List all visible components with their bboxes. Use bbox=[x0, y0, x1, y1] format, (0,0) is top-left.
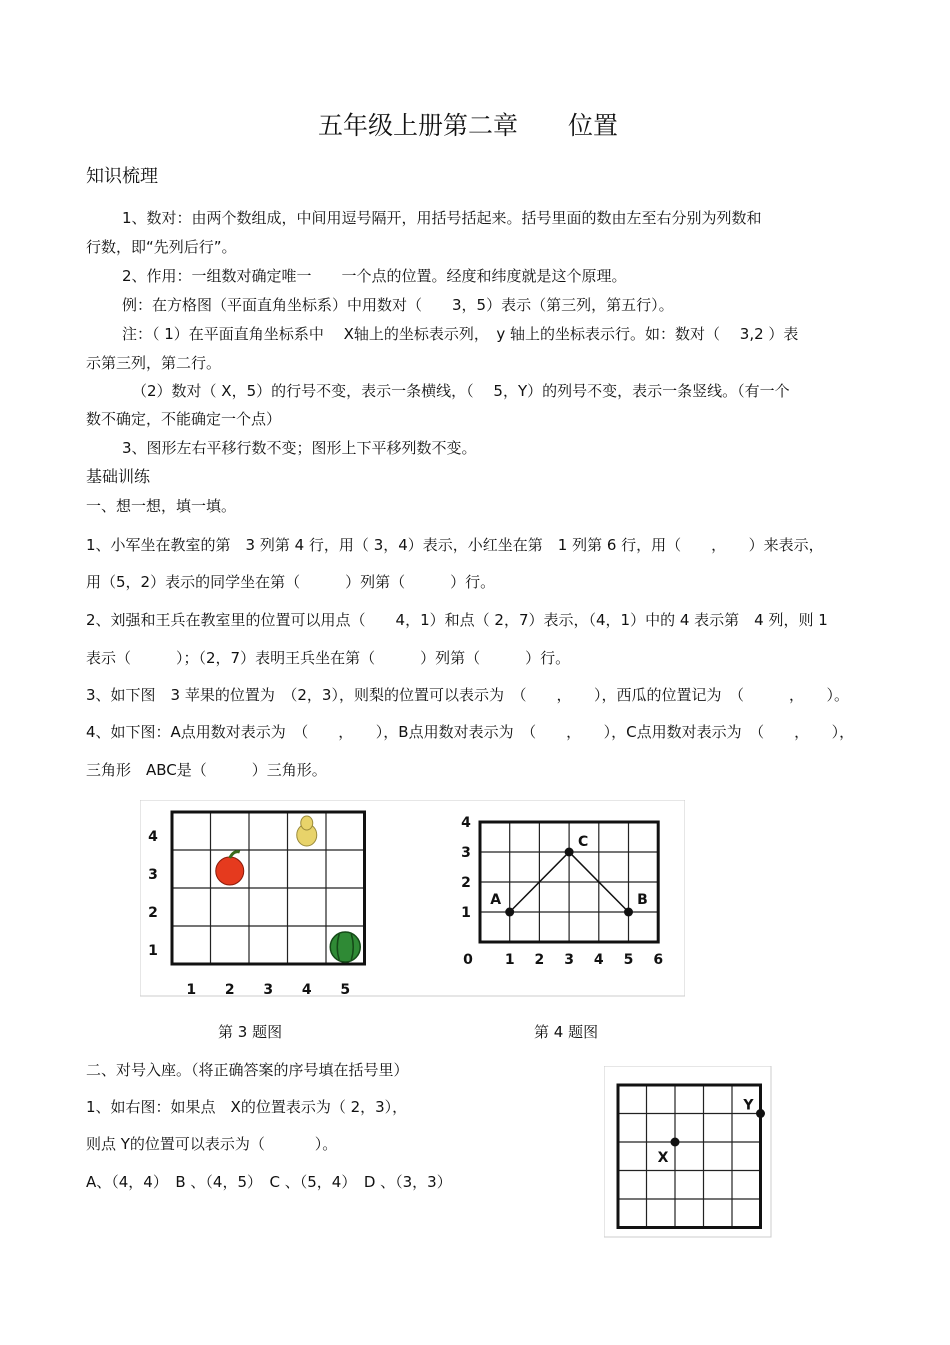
knowledge-note2-line2: 数不确定，不能确定一个点） bbox=[86, 410, 282, 428]
figure-5-border bbox=[604, 1066, 771, 1237]
knowledge-note-line1: 注：（ 1）在平面直角坐标系中 X轴上的坐标表示列， y 轴上的坐标表示行。如：数对（ 3,2 ）表 bbox=[122, 325, 799, 343]
fig4-y-tick-label: 2 bbox=[461, 875, 471, 891]
part2-question-1-options: A、（4，4） B 、（4，5） C 、（5，4） D 、（3，3） bbox=[86, 1173, 452, 1191]
point-b-label: B bbox=[637, 892, 648, 908]
fig3-y-tick-label: 1 bbox=[148, 943, 158, 959]
question-4-line2: 三角形 ABC是（ ）三角形。 bbox=[86, 761, 327, 779]
knowledge-example: 例：在方格图（平面直角坐标系）中用数对（ 3，5）表示（第三列，第五行）。 bbox=[122, 296, 674, 314]
figure-3-fruit-grid bbox=[140, 800, 685, 998]
point-a-marker bbox=[505, 908, 514, 917]
knowledge-item-2: 2、作用：一组数对确定唯一 一个点的位置。经度和纬度就是这个原理。 bbox=[122, 267, 627, 285]
part2-heading: 二、对号入座。（将正确答案的序号填在括号里） bbox=[86, 1061, 409, 1079]
point-c-marker bbox=[565, 848, 574, 857]
part2-question-1-line1: 1、如右图：如果点 X的位置表示为（ 2，3）， bbox=[86, 1098, 408, 1116]
point-a-label: A bbox=[490, 892, 502, 908]
figure-5-xy-grid bbox=[604, 1066, 772, 1238]
page-title: 五年级上册第二章 位置 bbox=[318, 111, 619, 140]
question-1-line1: 1、小军坐在教室的第 3 列第 4 行，用（ 3，4）表示，小红坐在第 1 列第 6 行，用（ ， ）来表示， bbox=[86, 536, 824, 554]
pear-top-icon bbox=[301, 816, 313, 830]
question-2-line1: 2、刘强和王兵在教室里的位置可以用点（ 4，1）和点（ 2，7）表示，（4，1）中的 4 表示第 4 列，则 1 bbox=[86, 611, 828, 629]
fig4-y-tick-label: 1 bbox=[461, 905, 471, 921]
apple-icon bbox=[216, 857, 244, 885]
fig3-x-tick-label: 4 bbox=[301, 982, 312, 998]
point-x-marker bbox=[671, 1138, 680, 1147]
knowledge-note2-line1: （2）数对（ X，5）的行号不变，表示一条横线，（ 5，Y）的列号不变，表示一条竖线。（有一个 bbox=[132, 382, 790, 400]
point-x-label: X bbox=[657, 1150, 669, 1166]
fig4-y-tick-label: 3 bbox=[461, 845, 471, 861]
apple-leaf-icon bbox=[230, 852, 240, 858]
fig4-x-tick-label: 5 bbox=[623, 952, 634, 968]
fig3-x-tick-label: 5 bbox=[340, 982, 351, 998]
point-c-label: C bbox=[577, 834, 589, 850]
fig3-x-tick-label: 2 bbox=[224, 982, 235, 998]
fig3-x-tick-label: 3 bbox=[263, 982, 274, 998]
point-y-label: Y bbox=[743, 1097, 754, 1114]
part1-heading: 一、想一想，填一填。 bbox=[86, 497, 237, 515]
fig3-y-tick-label: 2 bbox=[148, 905, 158, 921]
fig4-x-tick-label: 1 bbox=[504, 952, 515, 968]
fig3-x-tick-label: 1 bbox=[186, 982, 197, 998]
question-4-line1: 4、如下图：A点用数对表示为 （ ， ），B点用数对表示为 （ ， ），C点用数对表示为 （ ， ）， bbox=[86, 723, 855, 741]
section-knowledge-heading: 知识梳理 bbox=[86, 166, 158, 187]
question-3: 3、如下图 3 苹果的位置为 （2，3），则梨的位置可以表示为 （ ， ），西瓜的位置记为 （ ， ）。 bbox=[86, 686, 849, 704]
fig3-y-tick-label: 4 bbox=[148, 829, 158, 845]
fig4-x-tick-label: 0 bbox=[463, 952, 473, 968]
fig4-y-tick-label: 4 bbox=[461, 815, 471, 831]
section-training-heading: 基础训练 bbox=[86, 467, 151, 486]
point-y-marker bbox=[756, 1109, 765, 1118]
figure-4-caption: 第 4 题图 bbox=[534, 1023, 599, 1041]
watermelon-icon bbox=[330, 932, 360, 962]
point-b-marker bbox=[624, 908, 633, 917]
part2-question-1-line2: 则点 Y的位置可以表示为（ ）。 bbox=[86, 1135, 338, 1153]
question-1-line2: 用（5，2）表示的同学坐在第（ ）列第（ ）行。 bbox=[86, 573, 496, 591]
figure-3-caption: 第 3 题图 bbox=[218, 1023, 283, 1041]
fig5-frame bbox=[618, 1085, 761, 1228]
knowledge-item-1-line1: 1、数对：由两个数组成，中间用逗号隔开，用括号括起来。括号里面的数由左至右分别为列数和 bbox=[122, 209, 762, 227]
knowledge-item-3: 3、图形左右平移行数不变；图形上下平移列数不变。 bbox=[122, 439, 477, 457]
fig4-x-tick-label: 2 bbox=[534, 952, 545, 968]
fig4-x-tick-label: 3 bbox=[564, 952, 574, 968]
question-2-line2: 表示（ ）；（2，7）表明王兵坐在第（ ）列第（ ）行。 bbox=[86, 649, 571, 667]
fig4-x-tick-label: 4 bbox=[593, 952, 604, 968]
fig4-x-tick-label: 6 bbox=[653, 952, 664, 968]
knowledge-item-1-line2: 行数，即“先列后行”。 bbox=[86, 238, 237, 256]
fig3-y-tick-label: 3 bbox=[148, 867, 158, 883]
knowledge-note-line2: 示第三列，第二行。 bbox=[86, 354, 222, 372]
